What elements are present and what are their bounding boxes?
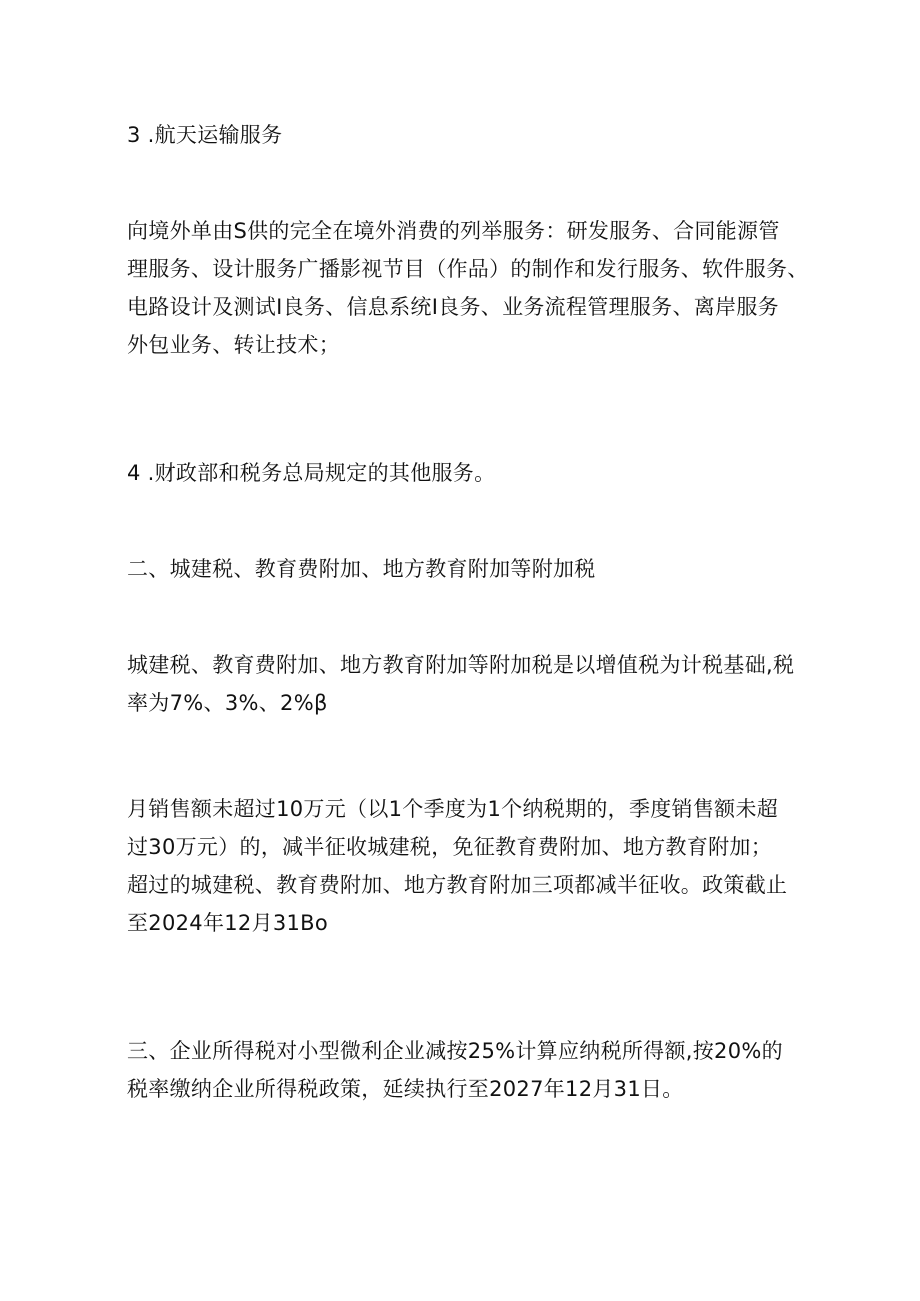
paragraph-other-services: [127, 454, 797, 492]
paragraph-aerospace-transport: [127, 116, 797, 154]
text-line: 二、城建税、教育费附加、地方教育附加等附加税: [127, 557, 596, 581]
text-line: 月销售额未超过10万元（以1个季度为1个纳税期的，季度销售额未超: [127, 797, 779, 821]
paragraph-surtax-relief: [127, 790, 797, 942]
text-line: 三、企业所得税对小型微利企业减按25%计算应纳税所得额,按20%的: [127, 1039, 783, 1063]
paragraph-export-services: [127, 212, 809, 364]
text-line: 4 .财政部和税务总局规定的其他服务。: [127, 461, 496, 485]
text-line: 3 .航天运输服务: [127, 123, 283, 147]
text-line: 电路设计及测试I良务、信息系统I良务、业务流程管理服务、离岸服务: [127, 295, 779, 319]
text-line: 至2024年12月31Bo: [127, 911, 329, 935]
section-heading-surtax: [127, 550, 797, 588]
text-line: 超过的城建税、教育费附加、地方教育附加三项都减半征收。政策截止: [127, 873, 788, 897]
text-line: 理服务、设计服务广播影视节目（作品）的制作和发行服务、软件服务、: [127, 257, 809, 281]
section-heading-corporate-income-tax: [127, 1032, 797, 1108]
text-line: 外包业务、转让技术；: [127, 333, 340, 357]
paragraph-surtax-rates: [127, 646, 797, 722]
text-line: 向境外单由S供的完全在境外消费的列举服务：研发服务、合同能源管: [127, 219, 780, 243]
text-line: 税率缴纳企业所得税政策，延续执行至2027年12月31日。: [127, 1077, 684, 1101]
text-line: 过30万元）的，减半征收城建税，免征教育费附加、地方教育附加；: [127, 835, 773, 859]
text-line: 率为7%、3%、2%β: [127, 691, 328, 715]
text-line: 城建税、教育费附加、地方教育附加等附加税是以增值税为计税基础,税: [127, 653, 795, 677]
